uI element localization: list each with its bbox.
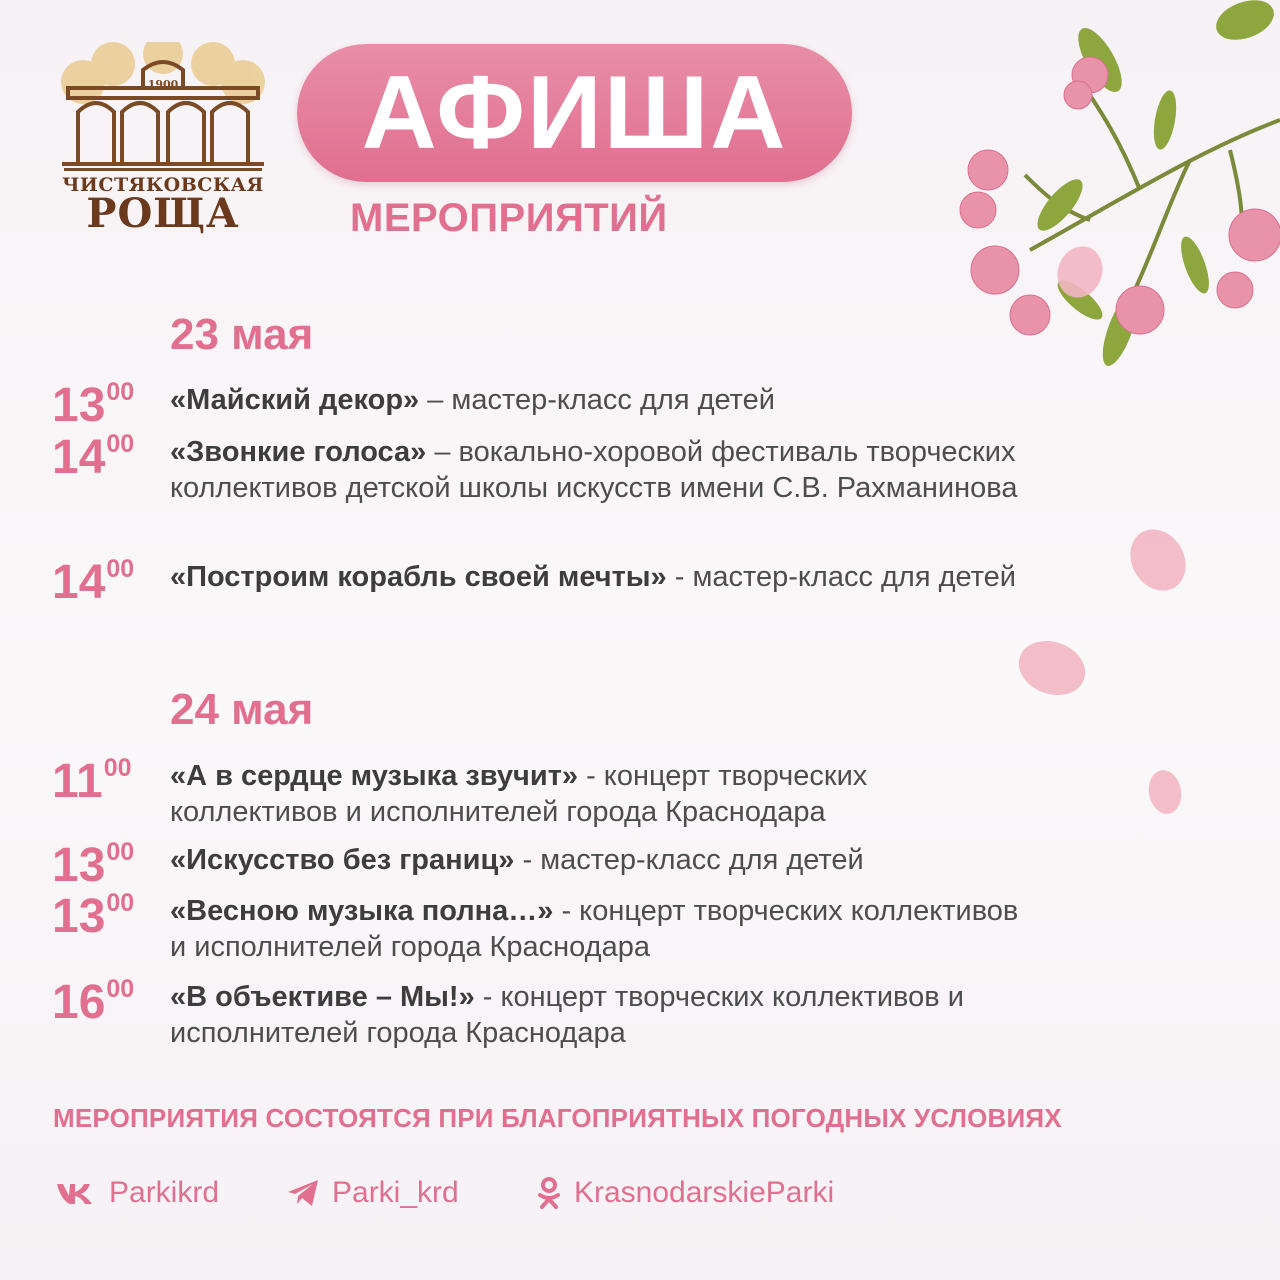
event-minute: 00 [103,754,132,782]
event-title: «Искусство без границ» [170,844,515,876]
event-text: - концерт творческих коллективов и исполнителей города Краснодара [170,981,964,1049]
logo-year: 1900 [147,78,179,91]
event-minute: 00 [106,838,135,866]
event-text: - мастер-класс для детей [514,844,864,876]
event-description [170,434,1020,506]
event-description [170,382,1020,418]
event-time [52,889,135,943]
event-hour: 13 [52,379,106,432]
logo [58,42,268,242]
event-hour: 14 [52,556,106,609]
event-description [170,842,1020,878]
event-time [52,430,135,484]
title-pill [297,44,852,182]
page-title: АФИША [361,55,788,171]
date-heading-day2: 24 мая [170,685,314,734]
event-time [52,838,135,892]
date-heading-day1: 23 мая [170,310,314,359]
event-title: «Майский декор» [170,384,420,416]
logo-text-line1: ЧИСТЯКОВСКАЯ [62,174,264,196]
social-label: KrasnodarskieParki [574,1176,835,1209]
logo-text-line2: РОЩА [86,190,240,237]
event-time [52,975,135,1029]
vk-icon [55,1180,97,1206]
social-link-telegram[interactable] [286,1176,459,1210]
event-title: «Построим корабль своей мечты» [170,561,667,593]
page-subtitle: МЕРОПРИЯТИЙ [350,196,668,240]
event-text: – вокально-хоровой фестиваль творческих коллективов детской школы искусств имени С.В. Рахманинова [170,436,1018,504]
event-description [170,893,1020,965]
event-minute: 00 [106,430,135,458]
telegram-icon [286,1178,320,1208]
event-hour: 13 [52,890,106,943]
event-time [52,555,135,609]
event-text: - мастер-класс для детей [666,561,1016,593]
logo-arch-icon [58,42,268,182]
event-minute: 00 [106,975,135,1003]
event-hour: 14 [52,431,106,484]
event-text: - концерт творческих коллективов и исполнителей города Краснодара [170,760,868,828]
event-title: «А в сердце музыка звучит» [170,760,579,792]
event-minute: 00 [106,889,135,917]
event-time [52,378,135,432]
event-title: «Звонкие голоса» [170,436,427,468]
event-description [170,559,1020,595]
event-minute: 00 [106,555,135,583]
event-text: - концерт творческих коллективов и исполнителей города Краснодара [170,895,1019,963]
event-text: – мастер-класс для детей [419,384,775,416]
event-hour: 11 [52,755,103,808]
event-title: «В объективе – Мы!» [170,981,475,1013]
event-title: «Весною музыка полна…» [170,895,554,927]
event-time [52,754,132,808]
weather-notice: МЕРОПРИЯТИЯ СОСТОЯТСЯ ПРИ БЛАГОПРИЯТНЫХ ПОГОДНЫХ УСЛОВИЯХ [53,1103,1062,1133]
event-hour: 16 [52,976,106,1029]
social-label: Parkikrd [109,1176,220,1209]
event-description [170,979,1020,1051]
social-link-vk[interactable] [55,1176,219,1210]
event-hour: 13 [52,839,106,892]
event-description [170,758,1020,830]
social-link-odnoklassniki[interactable] [536,1176,834,1210]
odnoklassniki-icon [536,1176,562,1210]
event-minute: 00 [106,378,135,406]
social-label: Parki_krd [332,1176,459,1209]
